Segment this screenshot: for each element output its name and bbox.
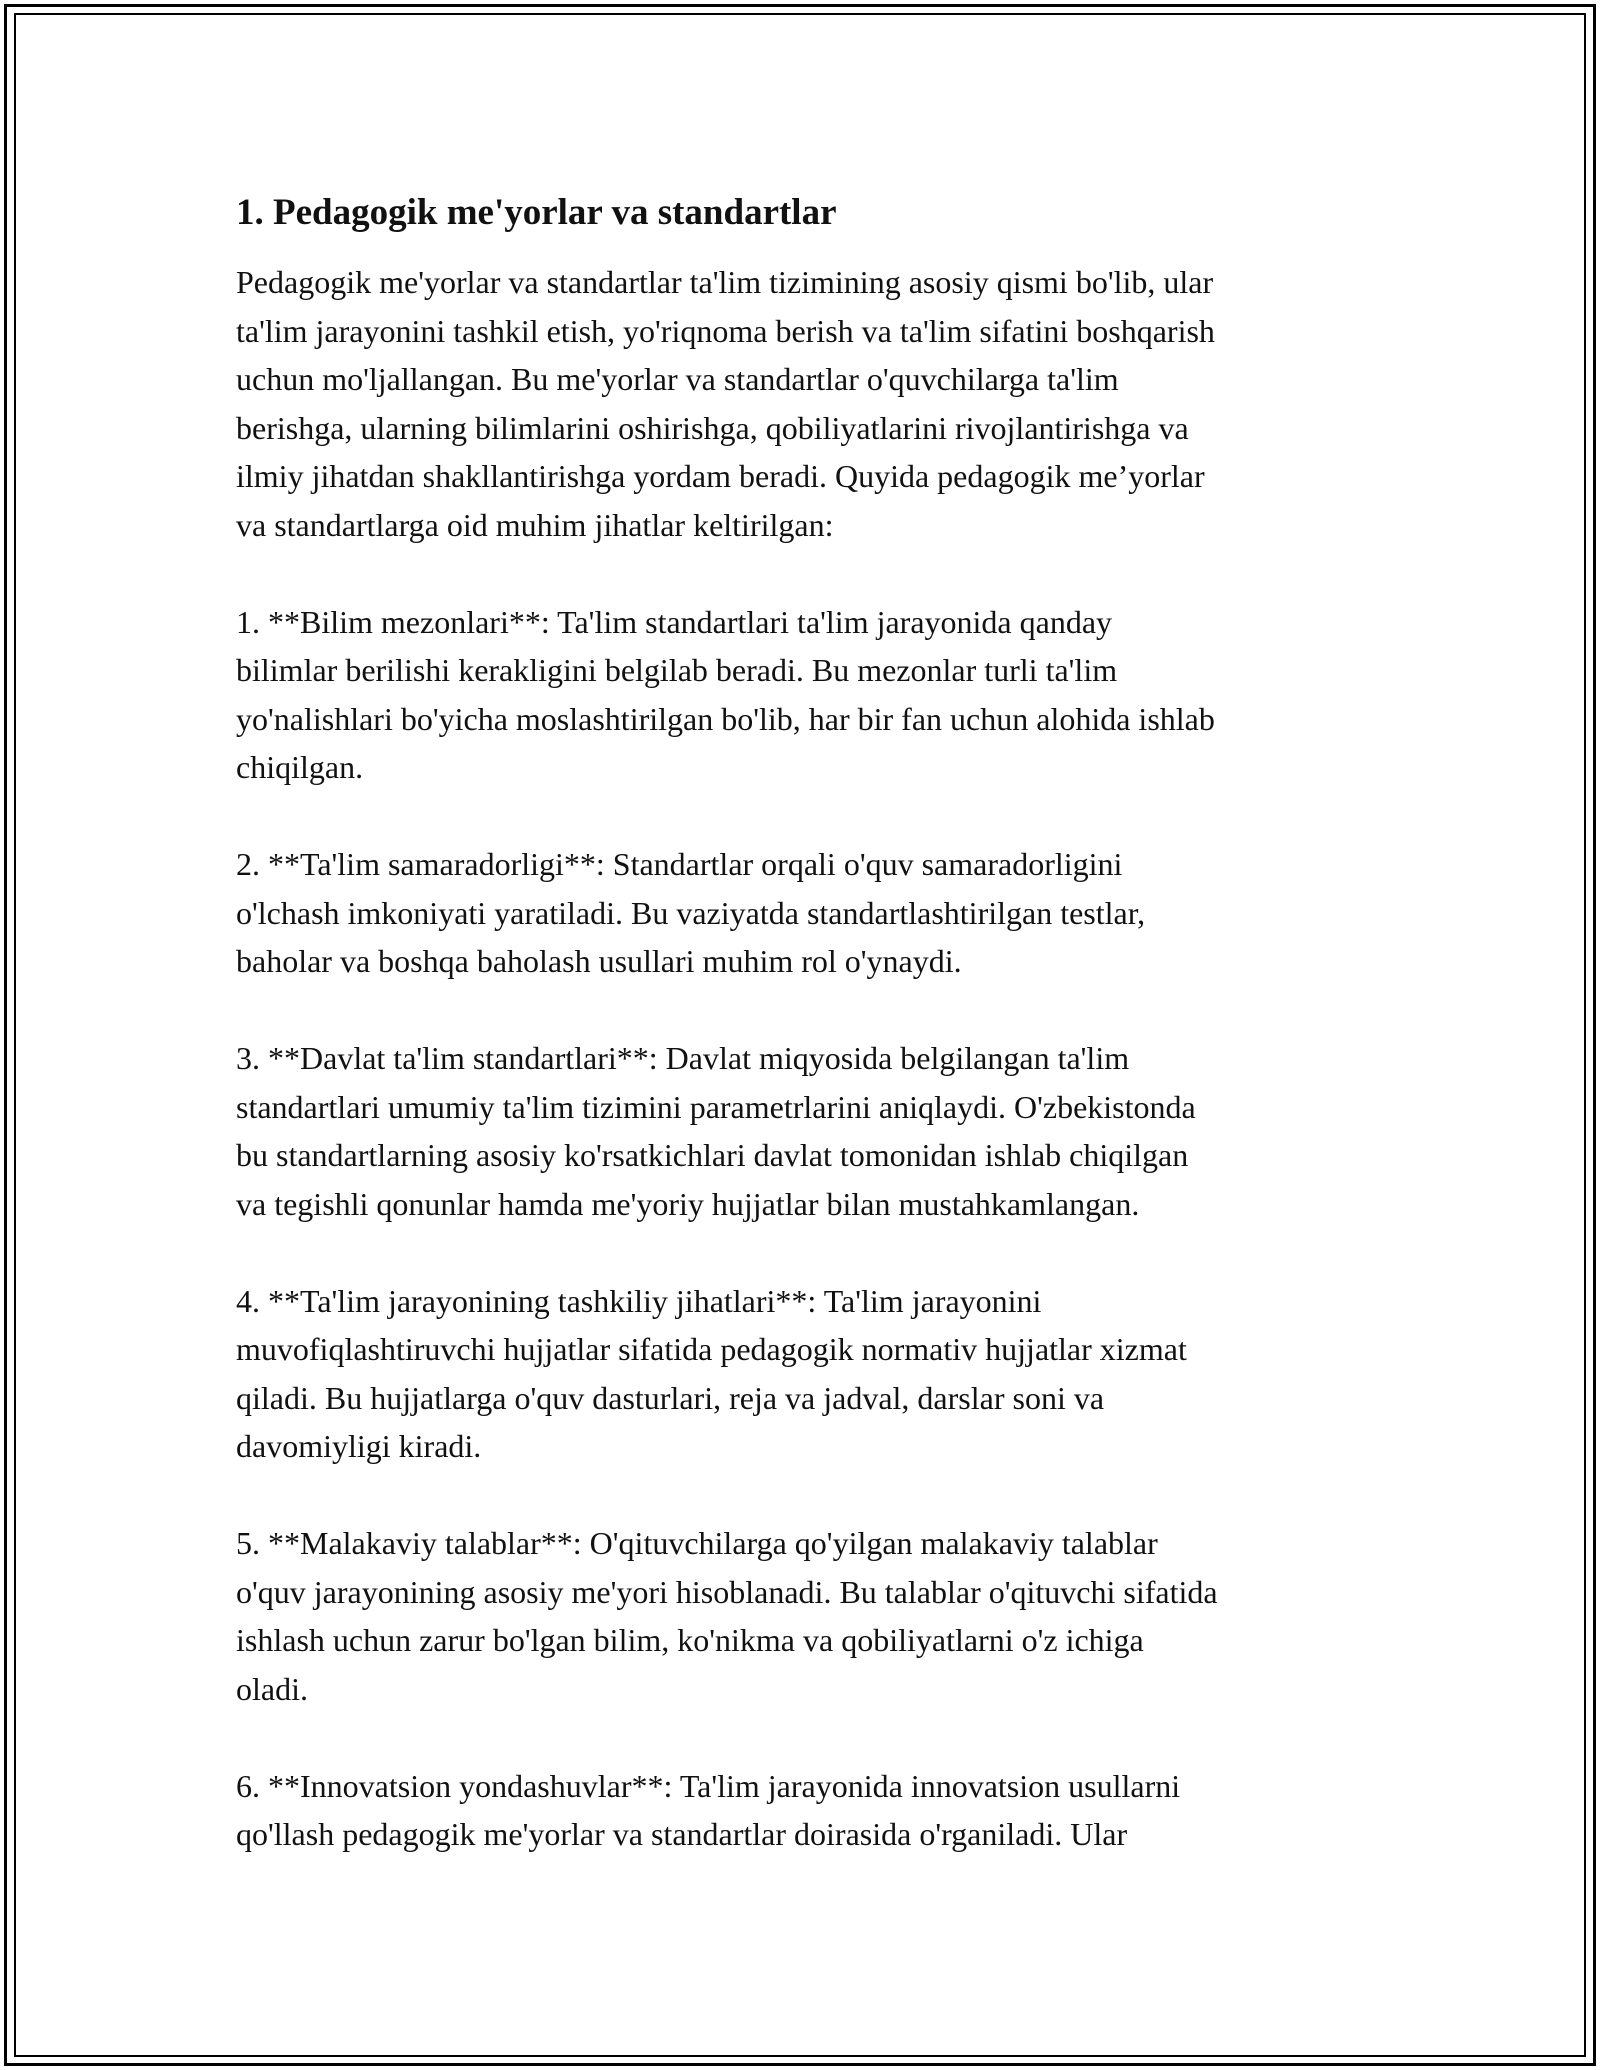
list-item-malakaviy-talablar: 5. **Malakaviy talablar**: O'qituvchilarga qo'yilgan malakaviy talablar o'quv jarayonining asosiy me'yori hisoblanadi. Bu talablar o'qituvchi sifatida ishlash uchun zarur bo'lgan bilim, ko'nikma va qobiliyatlarni o'z ichiga oladi.	[236, 1525, 1218, 1707]
list-item-davlat-standartlari: 3. **Davlat ta'lim standartlari**: Davlat miqyosida belgilangan ta'lim standartlari umumiy ta'lim tizimini parametrlarini aniqlaydi. O'zbekistonda bu standartlarning asosiy ko'rsatkichlari davlat tomonidan ishlab chiqilgan va tegishli qonunlar hamda me'yoriy hujjatlar bilan mustahkamlangan.	[236, 1040, 1196, 1222]
section-heading: 1. Pedagogik me'yorlar va standartlar	[236, 192, 837, 233]
list-item-tashkiliy-jihatlar: 4. **Ta'lim jarayonining tashkiliy jihatlari**: Ta'lim jarayonini muvofiqlashtiruvchi hujjatlar sifatida pedagogik normativ hujjatlar xizmat qiladi. Bu hujjatlarga o'quv dasturlari, reja va jadval, darslar soni va davomiyligi kiradi.	[236, 1282, 1187, 1464]
document-body	[236, 186, 1366, 1907]
list-item-talim-samaradorligi: 2. **Ta'lim samaradorligi**: Standartlar orqali o'quv samaradorligini o'lchash imkoniyati yaratiladi. Bu vaziyatda standartlashtirilgan testlar, baholar va boshqa baholash usullari muhim rol o'ynaydi.	[236, 846, 1146, 979]
list-item-bilim-mezonlari: 1. **Bilim mezonlari**: Ta'lim standartlari ta'lim jarayonida qanday bilimlar berilishi kerakligini belgilab beradi. Bu mezonlar turli ta'lim yo'nalishlari bo'yicha moslashtirilgan bo'lib, har bir fan uchun alohida ishlab chiqilgan.	[236, 603, 1215, 785]
list-item-innovatsion-yondashuvlar: 6. **Innovatsion yondashuvlar**: Ta'lim jarayonida innovatsion usullarni qo'llash pedagogik me'yorlar va standartlar doirasida o'rganiladi. Ular	[236, 1767, 1181, 1852]
intro-paragraph: Pedagogik me'yorlar va standartlar ta'lim tizimining asosiy qismi bo'lib, ular ta'lim jarayonini tashkil etish, yo'riqnoma berish va ta'lim sifatini boshqarish uchun mo'ljallangan. Bu me'yorlar va standartlar o'quvchilarga ta'lim berishga, ularning bilimlarini oshirishga, qobiliyatlarini rivojlantirishga va ilmiy jihatdan shakllantirishga yordam beradi. Quyida pedagogik me’yorlar va standartlarga oid muhim jihatlar keltirilgan:	[236, 264, 1215, 543]
